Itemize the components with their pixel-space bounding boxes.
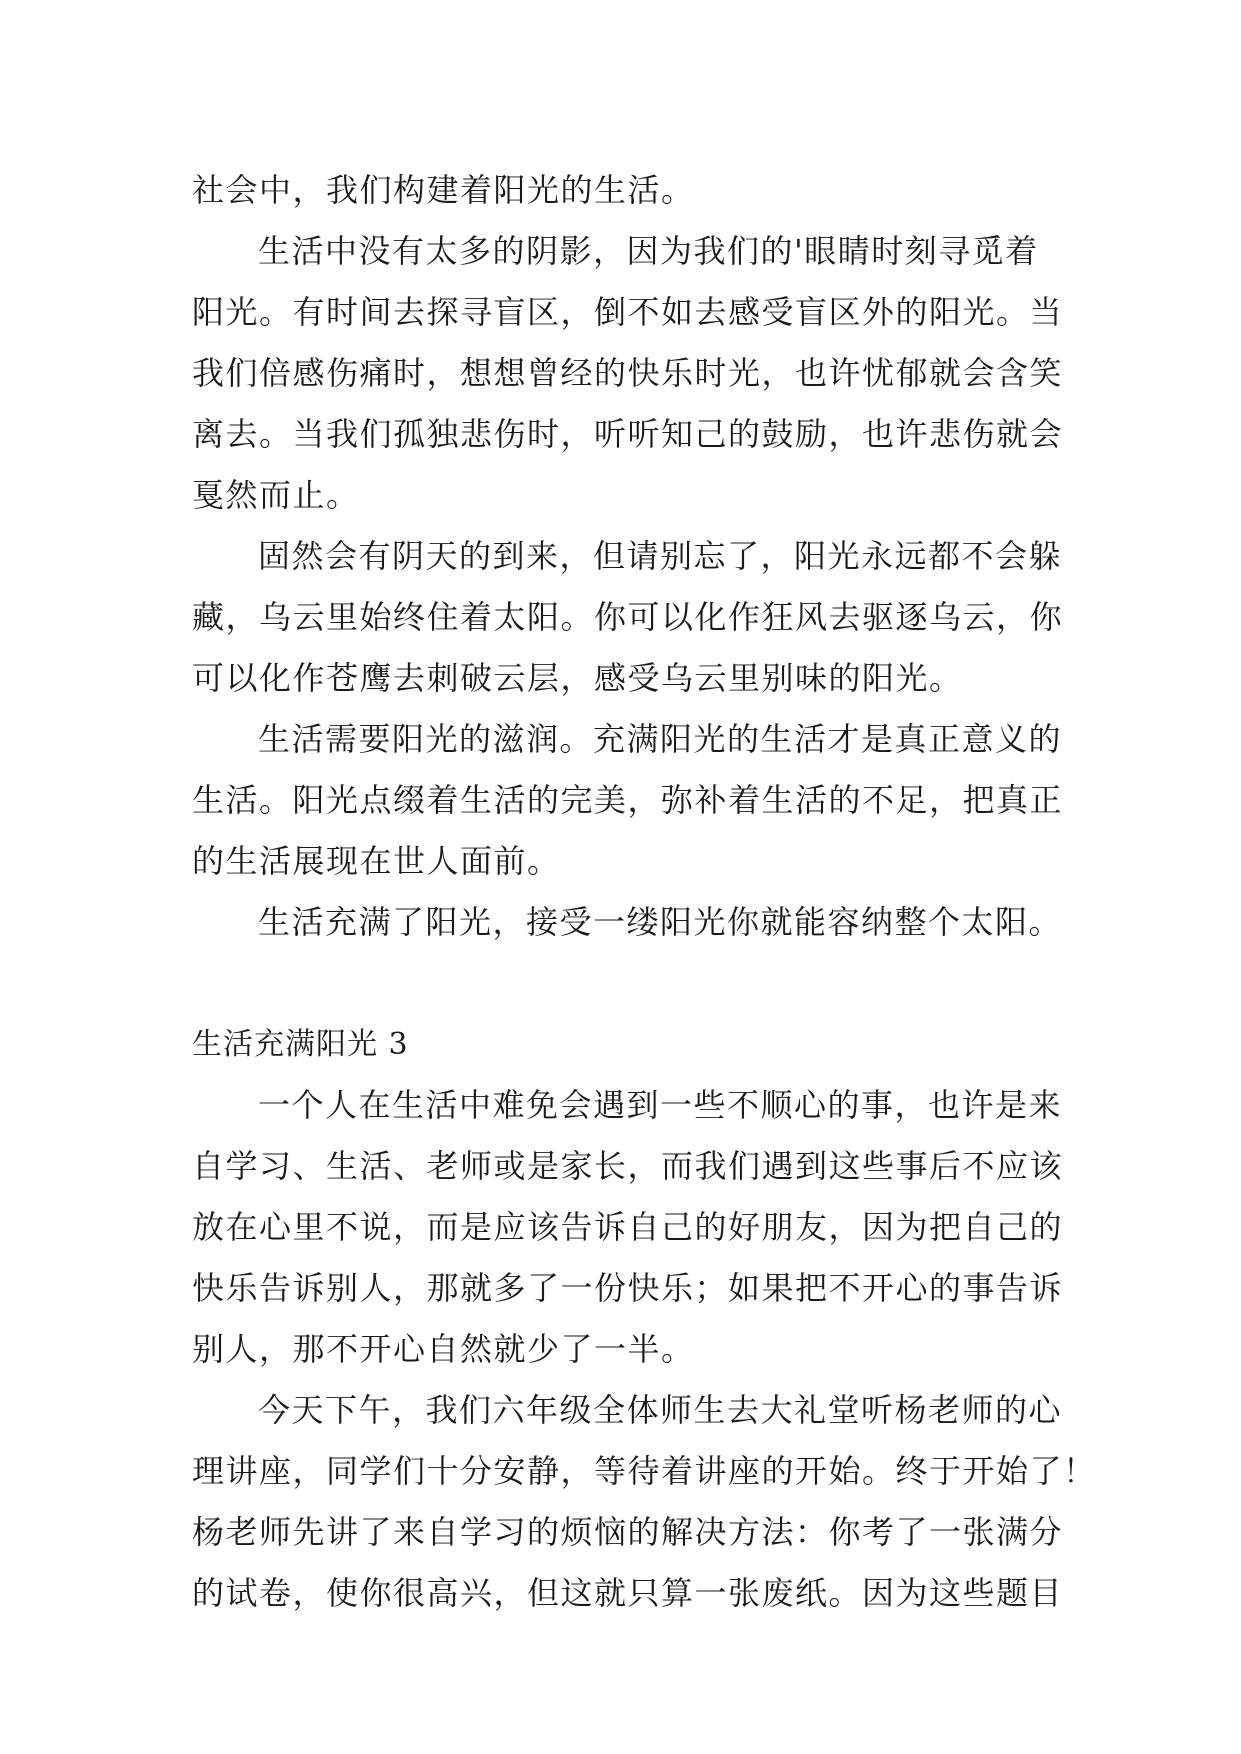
paragraph-line: 戛然而止。	[192, 476, 360, 514]
paragraph-line: 放在心里不说，而是应该告诉自己的好朋友，因为把自己的	[192, 1208, 1064, 1246]
paragraph-line: 可以化作苍鹰去刺破云层，感受乌云里别味的阳光。	[192, 659, 963, 697]
paragraph-line: 藏，乌云里始终住着太阳。你可以化作狂风去驱逐乌云，你	[192, 598, 1064, 636]
paragraph-line: 阳光。有时间去探寻盲区，倒不如去感受盲区外的阳光。当	[192, 293, 1064, 331]
section-title: 生活充满阳光 3	[192, 1027, 409, 1062]
paragraph-line: 理讲座，同学们十分安静，等待着讲座的开始。终于开始了！	[192, 1452, 1097, 1490]
paragraph-line: 杨老师先讲了来自学习的烦恼的解决方法：你考了一张满分	[192, 1513, 1064, 1551]
section-spacer	[192, 953, 1052, 1014]
document-body	[192, 160, 1097, 1624]
paragraph-line: 快乐告诉别人，那就多了一份快乐；如果把不开心的事告诉	[192, 1269, 1064, 1307]
paragraph-line: 固然会有阴天的到来，但请别忘了，阳光永远都不会躲	[258, 537, 1063, 575]
paragraph-line: 生活需要阳光的滋润。充满阳光的生活才是真正意义的	[258, 720, 1063, 758]
paragraph-line: 自学习、生活、老师或是家长，而我们遇到这些事后不应该	[192, 1147, 1064, 1185]
paragraph-line: 我们倍感伤痛时，想想曾经的快乐时光，也许忧郁就会含笑	[192, 354, 1064, 392]
paragraph-line: 今天下午，我们六年级全体师生去大礼堂听杨老师的心	[258, 1391, 1063, 1429]
paragraph-line: 的试卷，使你很高兴，但这就只算一张废纸。因为这些题目	[192, 1574, 1064, 1612]
paragraph-line: 的生活展现在世人面前。	[192, 842, 561, 880]
paragraph-line: 一个人在生活中难免会遇到一些不顺心的事，也许是来	[258, 1086, 1063, 1124]
paragraph-line: 别人，那不开心自然就少了一半。	[192, 1330, 695, 1368]
paragraph-line: 社会中，我们构建着阳光的生活。	[192, 171, 695, 209]
paragraph-line: 生活中没有太多的阴影，因为我们的'眼睛时刻寻觅着	[258, 232, 1039, 270]
paragraph-line: 离去。当我们孤独悲伤时，听听知己的鼓励，也许悲伤就会	[192, 415, 1064, 453]
paragraph-line: 生活充满了阳光，接受一缕阳光你就能容纳整个太阳。	[258, 903, 1063, 941]
paragraph-line: 生活。阳光点缀着生活的完美，弥补着生活的不足，把真正	[192, 781, 1064, 819]
